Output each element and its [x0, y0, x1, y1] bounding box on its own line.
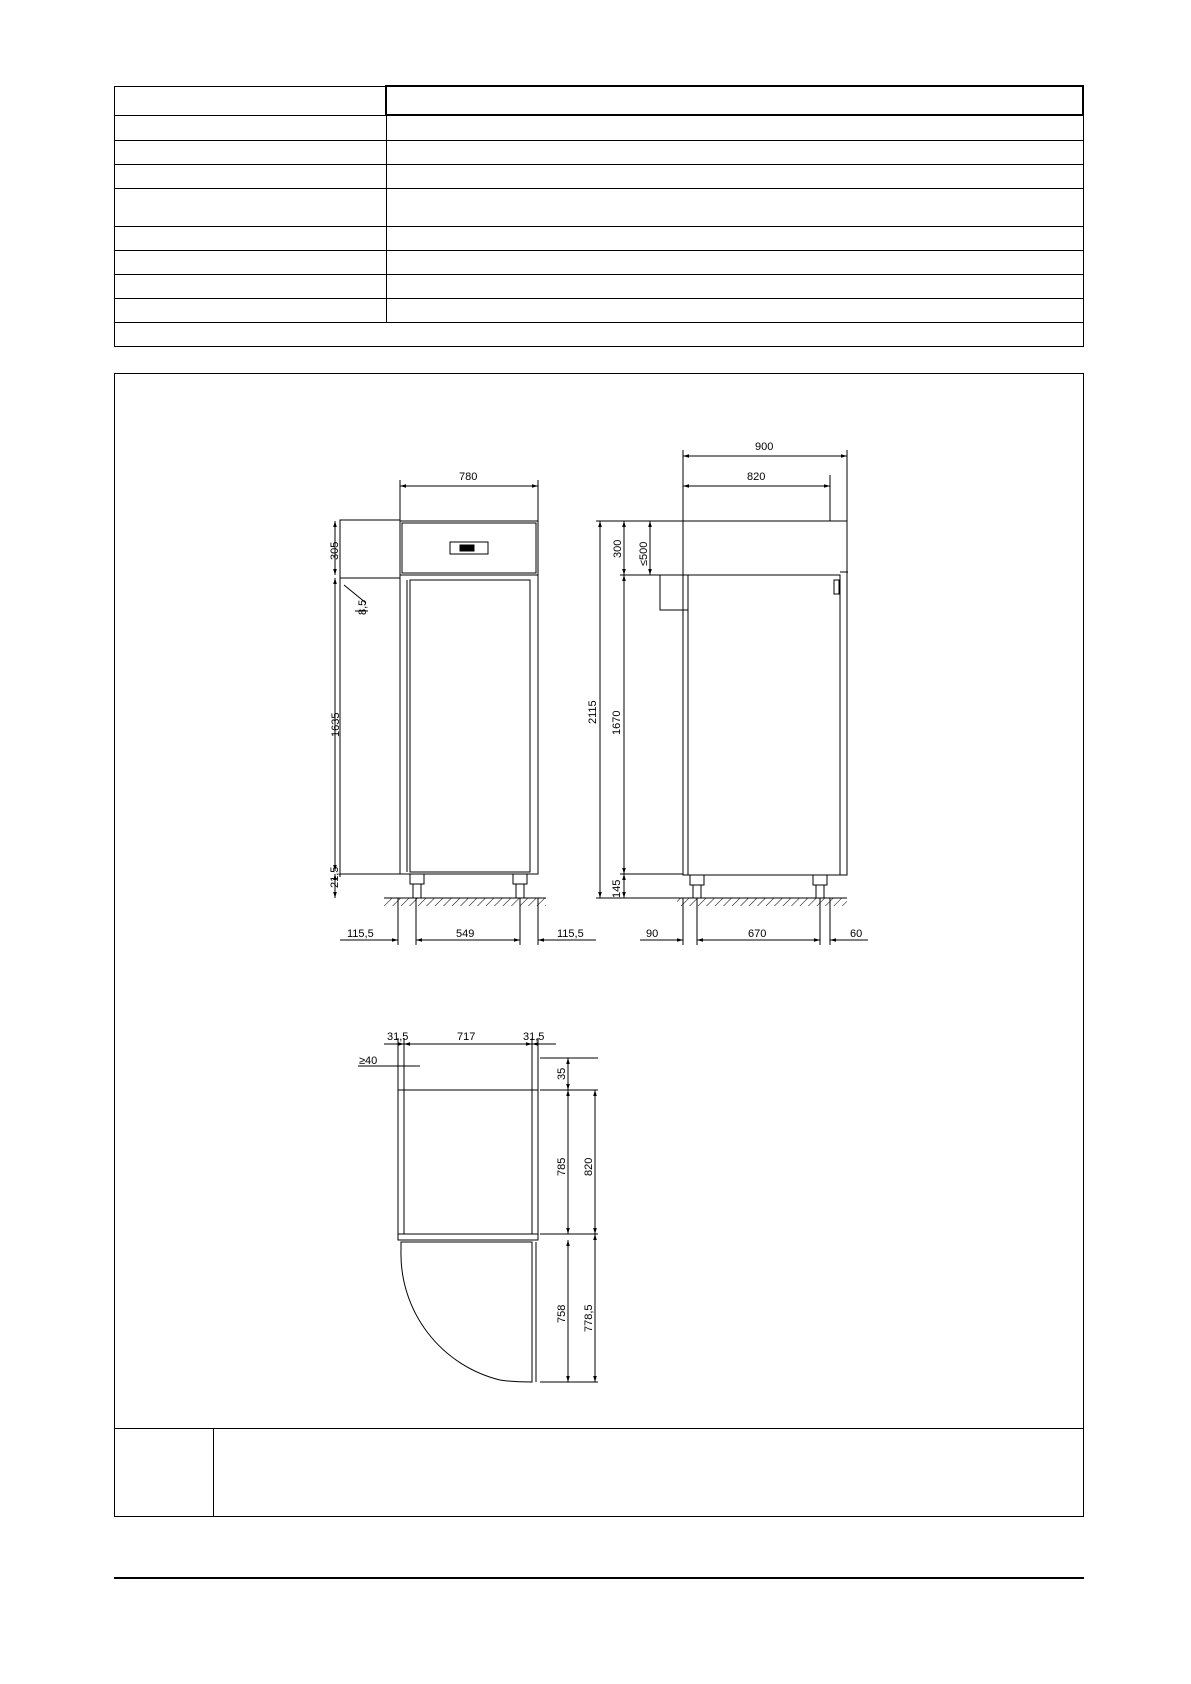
side-cabinet [683, 521, 847, 875]
floor-hatch [384, 898, 546, 906]
side-view-labels [587, 441, 862, 940]
top-body [398, 1090, 538, 1234]
front-door [410, 580, 530, 872]
dim-label: 305 [329, 541, 341, 560]
floor-hatch [677, 898, 847, 906]
dim-label: 900 [755, 441, 774, 453]
dim-label: 31,5 [523, 1031, 545, 1043]
dim-label: 820 [583, 1157, 595, 1176]
front-view [335, 480, 596, 945]
door-swing [401, 1242, 532, 1382]
dim-label: 780 [459, 471, 478, 483]
front-foot [513, 874, 527, 884]
dim-label: 1670 [611, 710, 623, 735]
footer-rule [114, 1577, 1084, 1579]
dim-label: 145 [611, 879, 623, 898]
dim-label: 820 [747, 471, 766, 483]
dim-label: 549 [456, 928, 475, 940]
dim-label: 1635 [330, 712, 342, 737]
dim-label: 31,5 [387, 1031, 409, 1043]
top-view-labels [359, 1031, 595, 1332]
dim-label: 21,5 [329, 866, 341, 888]
dim-label: 670 [748, 928, 767, 940]
dim-label: 35 [556, 1067, 568, 1080]
front-foot [410, 874, 424, 884]
front-cabinet [400, 521, 538, 874]
dim-label: 758 [556, 1304, 568, 1323]
dim-label: 300 [612, 539, 624, 558]
side-door-profile [688, 575, 840, 875]
dim-label: 60 [850, 928, 863, 940]
side-view [596, 450, 868, 945]
side-handle [834, 580, 839, 594]
dim-label: 90 [646, 928, 659, 940]
dim-label: ≥40 [359, 1055, 378, 1067]
dim-label: 717 [457, 1031, 476, 1043]
front-view-labels [329, 471, 584, 940]
front-side-panel-top [340, 520, 400, 578]
dim-label: 778,5 [583, 1304, 595, 1332]
dim-label: 115,5 [557, 928, 584, 940]
dim-label: 785 [556, 1157, 568, 1176]
dim-label: ≤500 [638, 541, 650, 566]
top-view [358, 1038, 598, 1382]
dim-label: 8,5 [357, 599, 369, 615]
dim-label: 115,5 [347, 928, 374, 940]
dim-label: 2115 [587, 700, 599, 724]
